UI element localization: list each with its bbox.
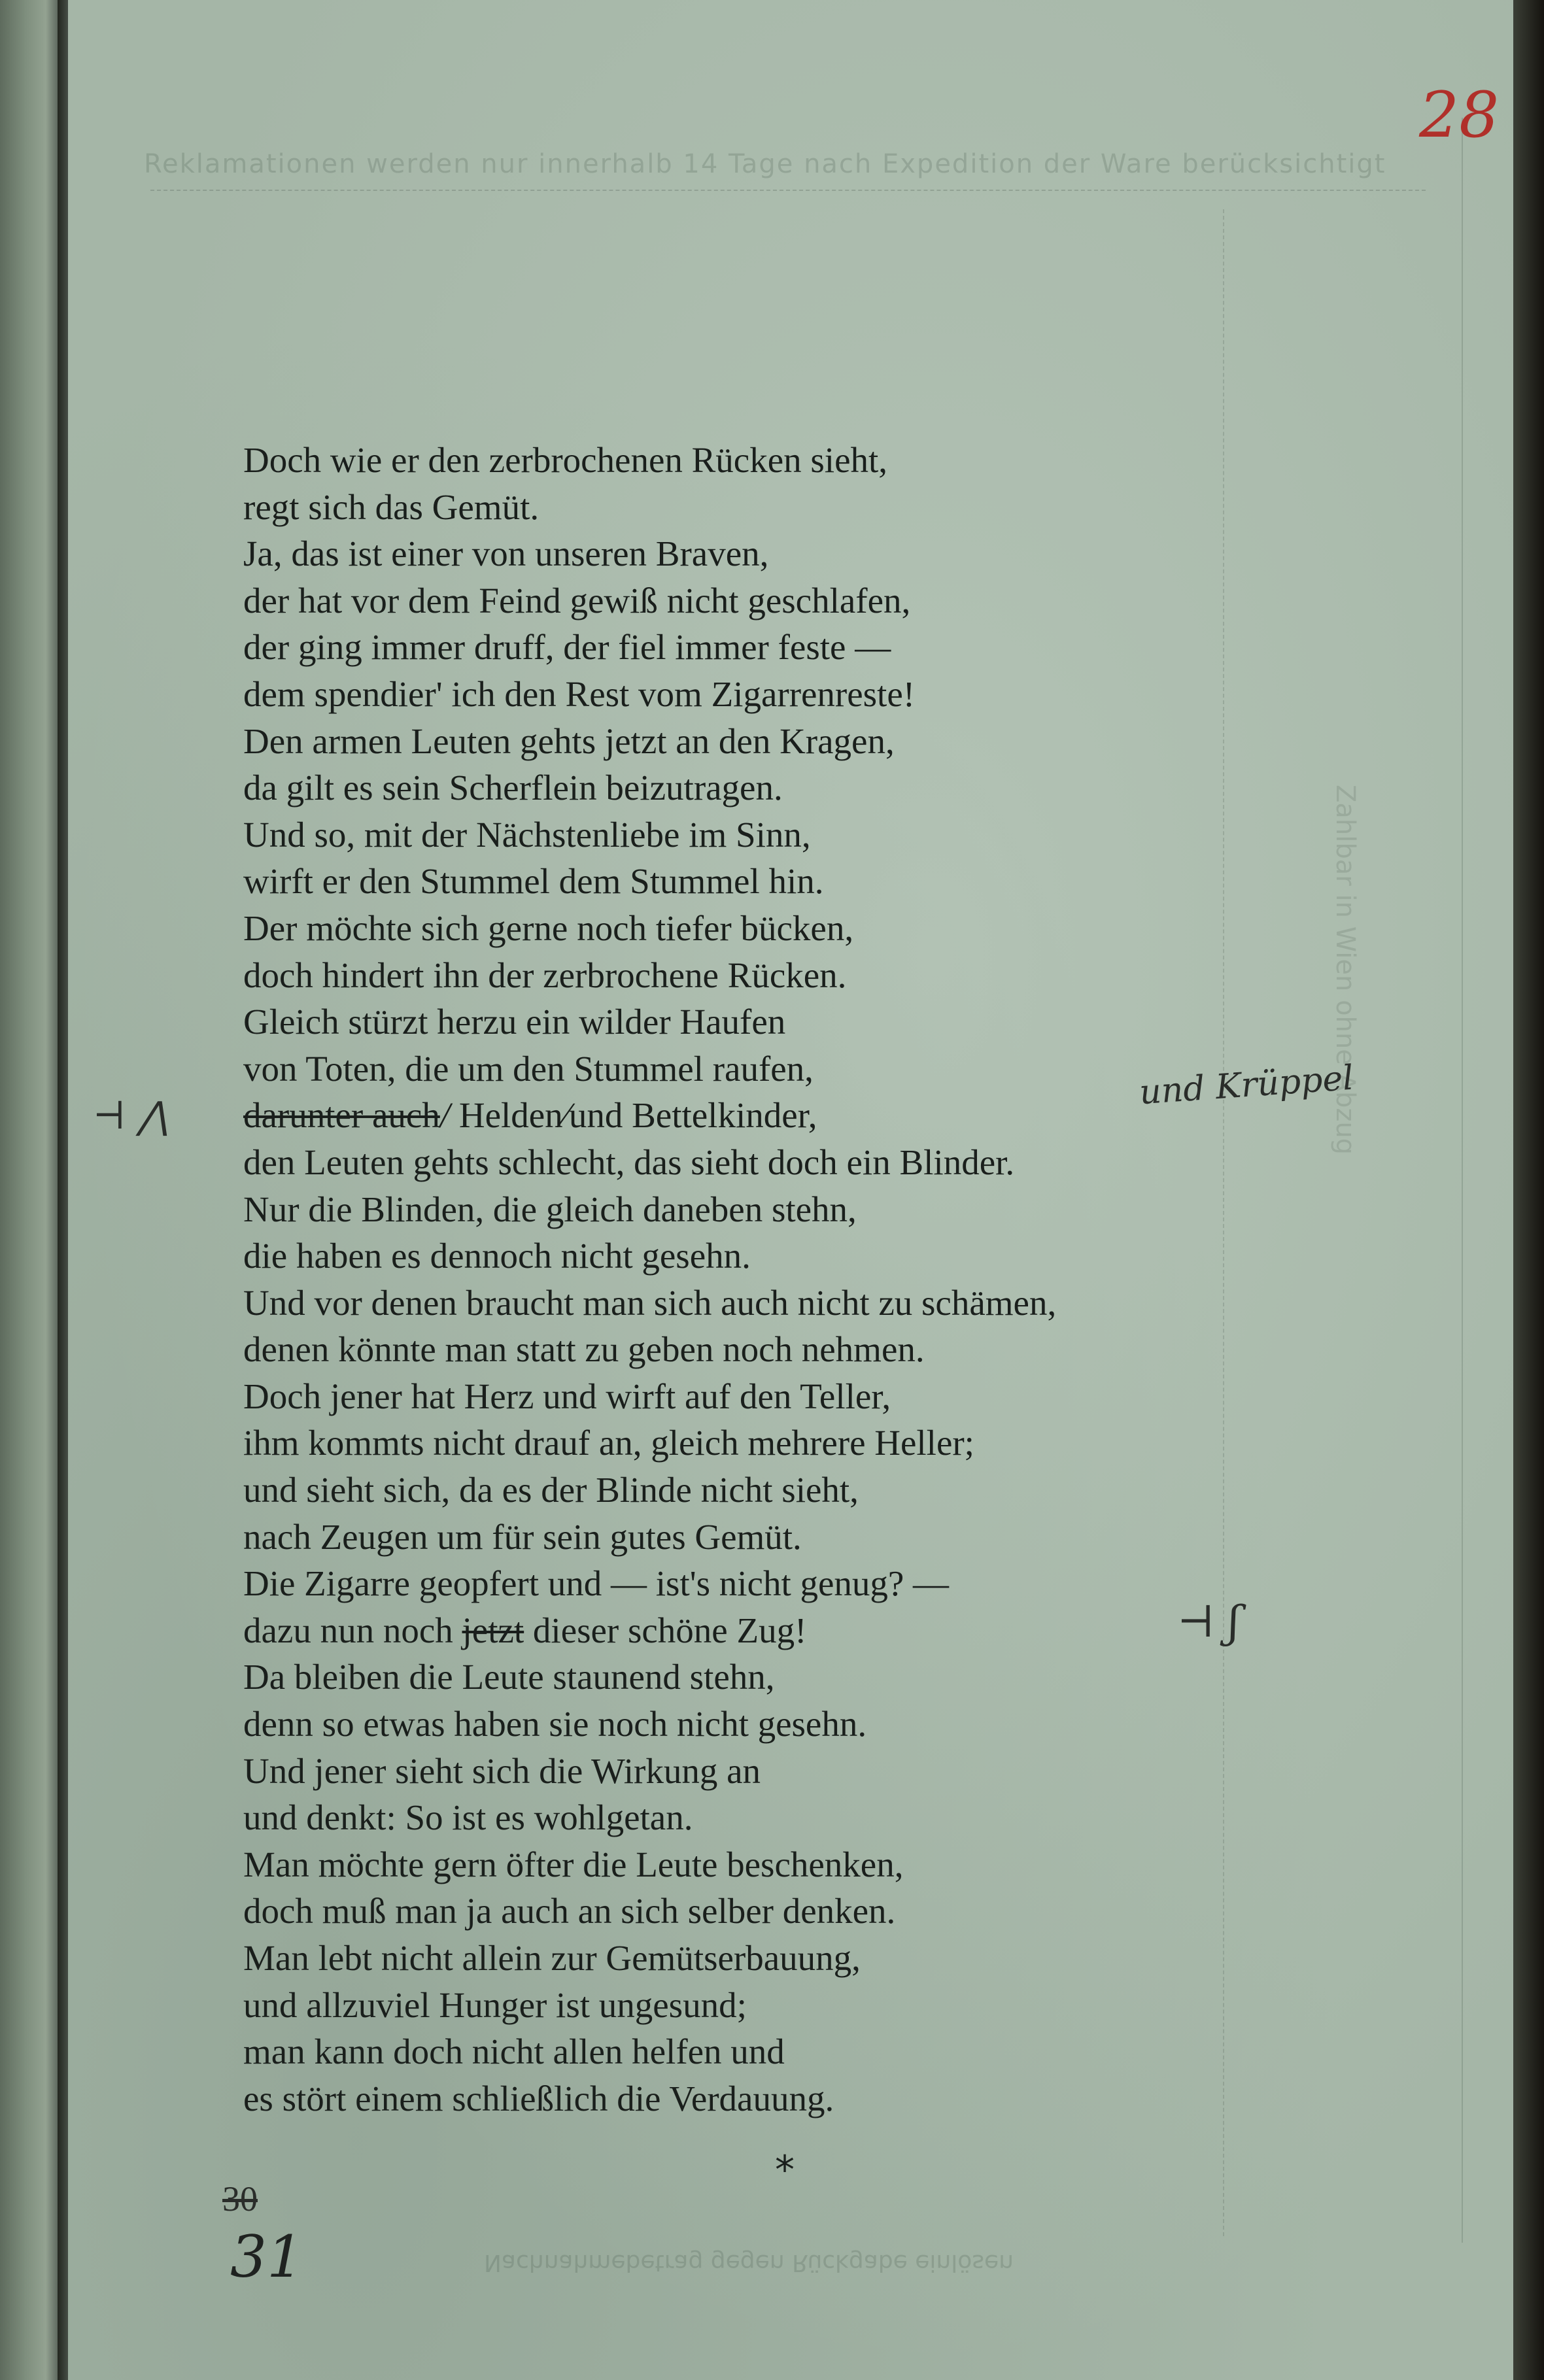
bleed-through-text-bottom: Nachnahmebetrag gegen Rückgabe einlösen [484, 2249, 1014, 2276]
margin-correction-mark: ⊣ ⋀ [93, 1093, 169, 1138]
poem-line: denn so etwas haben sie noch nicht gesehn. [243, 1704, 867, 1744]
poem-line: Man möchte gern öfter die Leute beschenken, [243, 1844, 904, 1884]
poem-line: der ging immer druff, der fiel immer feste — [243, 627, 891, 668]
poem-line: Und vor denen braucht man sich auch nicht zu schämen, [243, 1282, 1057, 1323]
poem-line: und denkt: So ist es wohlgetan. [243, 1797, 693, 1838]
poem-line: Da bleiben die Leute staunend stehn, [243, 1657, 775, 1697]
poem-line: doch hindert ihn der zerbrochene Rücken. [243, 955, 847, 995]
poem-line: den Leuten gehts schlecht, das sieht doch ein Blinder. [243, 1142, 1015, 1182]
poem-line: dem spendier' ich den Rest vom Zigarrenreste! [243, 673, 916, 714]
bleed-through-border [1462, 118, 1463, 2243]
poem-line: Den armen Leuten gehts jetzt an den Kragen, [243, 721, 895, 761]
poem-line: und sieht sich, da es der Blinde nicht sieht, [243, 1470, 859, 1510]
margin-deletion-mark: ⊣ ʃ [1177, 1597, 1240, 1647]
struck-text: darunter auch [243, 1095, 440, 1136]
poem-line: doch muß man ja auch an sich selber denken. [243, 1891, 896, 1931]
line-text: und Bettelkinder, [568, 1095, 817, 1136]
bleed-through-text-top: Reklamationen werden nur innerhalb 14 Tage nach Expedition der Ware berücksichtigt [144, 149, 1386, 179]
section-separator: * [775, 2147, 795, 2193]
poem-line: Die Zigarre geopfert und — ist's nicht genug? — [243, 1563, 950, 1604]
printed-page-number-struck: 30 [222, 2179, 258, 2218]
poem-line: nach Zeugen um für sein gutes Gemüt. [243, 1516, 802, 1557]
poem-line: von Toten, die um den Stummel raufen, [243, 1048, 814, 1089]
poem-line: Gleich stürzt herzu ein wilder Haufen [243, 1002, 786, 1042]
poem-line: Der möchte sich gerne noch tiefer bücken, [243, 908, 854, 948]
poem-line: denen könnte man statt zu geben noch nehmen. [243, 1329, 925, 1370]
bleed-through-text-vertical: Zahlbar in Wien ohne Abzug [1330, 785, 1360, 1155]
poem-line: es stört einem schließlich die Verdauung. [243, 2078, 834, 2118]
line-text: Helden [450, 1095, 563, 1136]
poem-line: da gilt es sein Scherflein beizutragen. [243, 768, 783, 808]
handwritten-page-number: 28 [1419, 78, 1500, 152]
insertion-mark: ⁄ [562, 1095, 569, 1136]
insertion-mark: / [439, 1095, 451, 1136]
poem-line: Und jener sieht sich die Wirkung an [243, 1750, 761, 1791]
struck-text: jetzt [462, 1610, 524, 1650]
page-edge [1513, 0, 1544, 2380]
handwritten-page-number-corrected: 31 [230, 2223, 303, 2290]
poem-line: wirft er den Stummel dem Stummel hin. [243, 861, 824, 902]
poem-line: Doch jener hat Herz und wirft auf den Teller, [243, 1376, 891, 1416]
margin-correction-note: und Krüppel [1138, 1058, 1355, 1113]
poem-line: man kann doch nicht allen helfen und [243, 2032, 785, 2072]
book-spine [0, 0, 65, 2380]
line-text: dazu nun noch [243, 1610, 462, 1650]
poem-line: Nur die Blinden, die gleich daneben stehn, [243, 1189, 857, 1229]
poem-text [243, 437, 1355, 2122]
poem-line: Ja, das ist einer von unseren Braven, [243, 534, 769, 574]
poem-line: die haben es dennoch nicht gesehn. [243, 1236, 751, 1276]
poem-line: Doch wie er den zerbrochenen Rücken sieht, [243, 440, 888, 480]
poem-line: Und so, mit der Nächstenliebe im Sinn, [243, 814, 811, 855]
poem-line: Man lebt nicht allein zur Gemütserbauung, [243, 1938, 861, 1978]
poem-line: ihm kommts nicht drauf an, gleich mehrere Heller; [243, 1423, 974, 1463]
bleed-through-rule [150, 190, 1426, 191]
poem-line: der hat vor dem Feind gewiß nicht geschlafen, [243, 580, 911, 620]
poem-line: regt sich das Gemüt. [243, 486, 540, 527]
line-text: dieser schöne Zug! [524, 1610, 807, 1650]
poem-line: und allzuviel Hunger ist ungesund; [243, 1984, 747, 2025]
